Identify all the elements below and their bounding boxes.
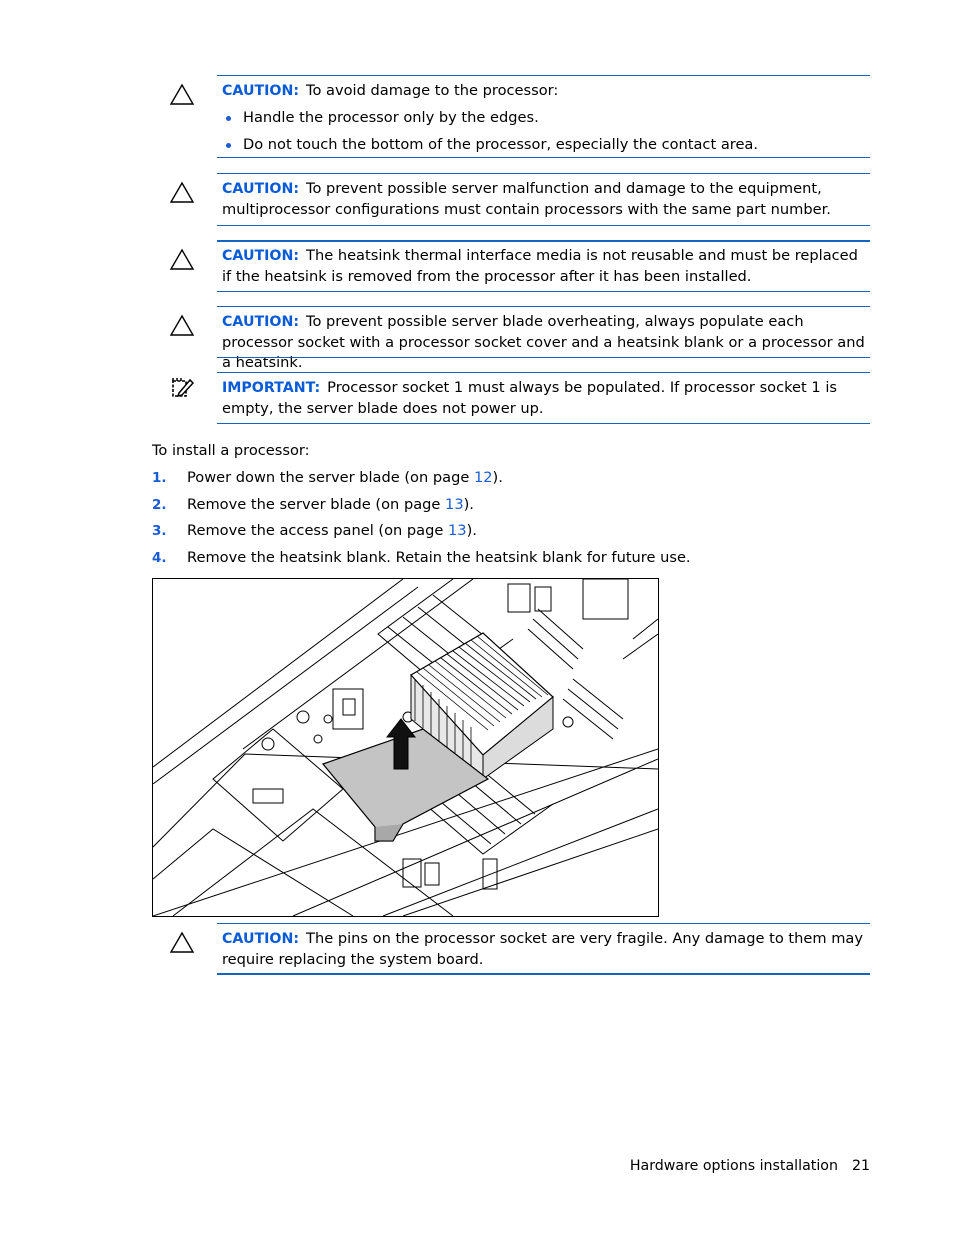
notice-rule-bottom — [217, 225, 870, 226]
caution-notice-3 — [217, 240, 870, 292]
bullet-item: Do not touch the bottom of the processor, especially the contact area. — [222, 135, 867, 156]
step-number: 2. — [152, 497, 167, 513]
notice-text: Processor socket 1 must always be populated. If processor socket 1 is empty, the server blade does not power up. — [222, 379, 837, 417]
notice-rule-bottom — [217, 291, 870, 292]
step-number: 1. — [152, 470, 167, 486]
page-number: 21 — [851, 1158, 870, 1174]
step-text-end: ). — [463, 496, 474, 513]
notice-rule-top — [217, 923, 870, 924]
notice-text: To avoid damage to the processor: — [306, 82, 559, 99]
notice-rule-bottom — [217, 357, 870, 358]
step-text-end: ). — [466, 522, 477, 539]
page-link[interactable]: 12 — [473, 469, 493, 486]
notice-rule-top — [217, 240, 870, 242]
caution-label: CAUTION: — [222, 931, 300, 947]
caution-triangle-icon — [169, 180, 195, 204]
step-number: 4. — [152, 550, 167, 566]
page-link[interactable]: 13 — [448, 522, 467, 539]
caution-triangle-icon — [169, 313, 195, 337]
step-text: Remove the access panel (on page — [187, 522, 448, 539]
server-blade-drawing — [153, 579, 658, 916]
caution-label: CAUTION: — [222, 248, 300, 264]
notice-text: To prevent possible server blade overheating, always populate each processor socket with a processor socket cover and a heatsink blank or a processor and a heatsink. — [222, 313, 865, 371]
important-pencil-icon — [169, 375, 195, 399]
step-text: Remove the server blade (on page — [187, 496, 446, 513]
caution-notice-2 — [217, 173, 870, 226]
notice-text: The heatsink thermal interface media is not reusable and must be replaced if the heatsink is removed from the processor after it has been installed. — [222, 247, 858, 285]
caution-notice-1 — [217, 75, 870, 158]
caution-notice-socket-pins — [217, 923, 870, 975]
step-text-end: ). — [492, 469, 503, 486]
caution-label: CAUTION: — [222, 314, 300, 330]
notice-rule-bottom — [217, 423, 870, 424]
notice-bullet-list — [222, 108, 867, 156]
caution-triangle-icon — [169, 930, 195, 954]
page-link[interactable]: 13 — [445, 496, 464, 513]
procedure-intro: To install a processor: — [152, 442, 310, 459]
notice-rule-top — [217, 372, 870, 373]
heatsink-removal-illustration — [152, 578, 659, 917]
notice-text: The pins on the processor socket are very fragile. Any damage to them may require replacing the system board. — [222, 930, 864, 968]
caution-label: CAUTION: — [222, 181, 300, 197]
notice-rule-top — [217, 306, 870, 307]
important-notice — [217, 372, 870, 424]
step-text: Power down the server blade (on page — [187, 469, 474, 486]
page-footer — [600, 1158, 870, 1174]
notice-rule-bottom — [217, 973, 870, 975]
caution-notice-4 — [217, 306, 870, 371]
step-text: Remove the heatsink blank. Retain the heatsink blank for future use. — [187, 549, 691, 566]
important-label: IMPORTANT: — [222, 380, 321, 396]
bullet-item: Handle the processor only by the edges. — [222, 108, 867, 129]
caution-label: CAUTION: — [222, 83, 300, 99]
caution-triangle-icon — [169, 82, 195, 106]
notice-rule-bottom — [217, 157, 870, 158]
notice-rule-top — [217, 173, 870, 174]
footer-section-title: Hardware options installation — [629, 1158, 838, 1174]
notice-text: To prevent possible server malfunction and damage to the equipment, multiprocessor configurations must contain processors with the same part number. — [222, 180, 831, 218]
step-number: 3. — [152, 523, 167, 539]
caution-triangle-icon — [169, 247, 195, 271]
notice-rule-top — [217, 75, 870, 76]
